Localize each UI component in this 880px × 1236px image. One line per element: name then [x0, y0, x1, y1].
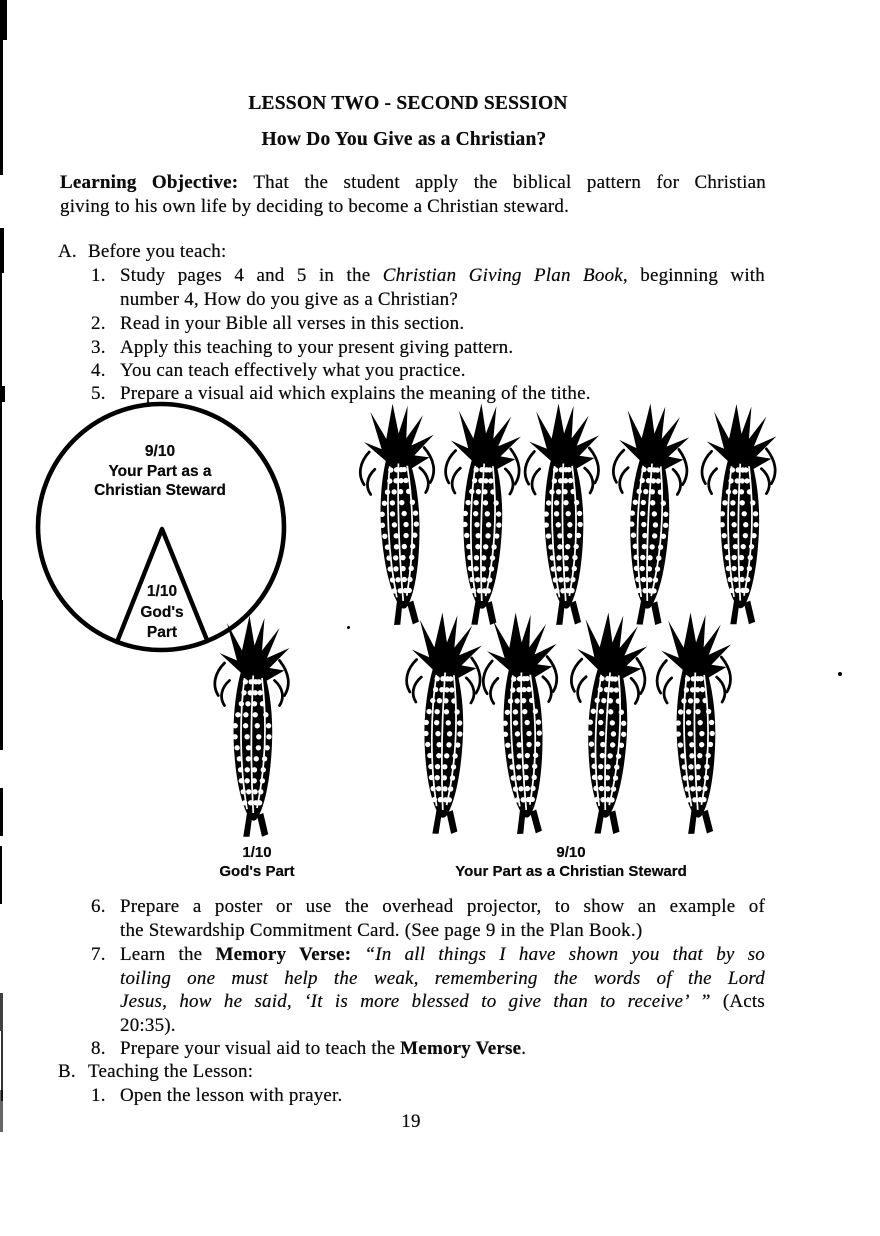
item-6-line1: Prepare a poster or use the overhead projector, to show an example of: [120, 896, 765, 917]
section-b-item-1-text: Open the lesson with prayer.: [120, 1085, 343, 1106]
memory-verse-quote-line3: Jesus, how he said, ‘It is more blessed to give than to receive’ ”: [120, 991, 723, 1012]
scan-edge-artifact: [0, 846, 2, 904]
pie-wedge-line2: Part: [146, 624, 178, 641]
item-8-post: .: [521, 1038, 527, 1059]
corn-ear-illustration: [521, 402, 605, 629]
item-7-line3: [120, 990, 765, 1014]
section-b-item-1-number: 1.: [91, 1085, 106, 1106]
item-3-text: Apply this teaching to your present giving pattern.: [120, 337, 514, 358]
item-7-line1: [120, 943, 765, 967]
memory-verse-reference-start: (Acts: [722, 991, 765, 1012]
item-1-line1: [120, 264, 765, 288]
corn-ear-illustration: [355, 402, 443, 631]
item-8-number: 8.: [91, 1038, 106, 1059]
memory-verse-quote-line1: “In all things I have shown you that by so: [364, 944, 765, 965]
single-corn-caption: [197, 844, 317, 881]
corn-ear-illustration: [605, 402, 693, 631]
scan-edge-artifact: [0, 788, 3, 836]
pie-wedge-line1: God's: [140, 603, 184, 621]
item-1-text: Study pages 4 and 5 in the: [120, 265, 383, 286]
corn-ear-illustration: [699, 404, 779, 628]
scan-edge-artifact: [0, 600, 3, 750]
item-2-number: 2.: [91, 313, 106, 334]
page-number: 19: [401, 1111, 421, 1132]
section-b-letter: B.: [58, 1061, 76, 1082]
learning-objective-line1: [60, 171, 766, 195]
pie-label-big-share: [55, 442, 265, 501]
item-6-line2: the Stewardship Commitment Card. (See page 9 in the Plan Book.): [120, 920, 643, 941]
scan-edge-artifact: [0, 402, 2, 600]
item-1-number: 1.: [91, 265, 106, 286]
scan-edge-artifact: [0, 273, 2, 388]
learning-objective-text: That the student apply the biblical pattern for Christian: [238, 172, 766, 193]
lesson-title: LESSON TWO - SECOND SESSION: [248, 93, 568, 114]
item-7-number: 7.: [91, 944, 106, 965]
item-2-text: Read in your Bible all verses in this section.: [120, 313, 465, 334]
scan-edge-artifact: [0, 386, 5, 402]
scan-edge-artifact: [0, 228, 4, 273]
corn-ear-illustration: [401, 611, 485, 838]
section-b-heading: Teaching the Lesson:: [88, 1061, 254, 1082]
corn-ear-illustration: [440, 402, 524, 629]
pie-wedge-fraction: 1/10: [146, 583, 178, 600]
pie-big-line2: Christian Steward: [94, 482, 226, 499]
item-8-memory-verse: Memory Verse: [400, 1038, 522, 1059]
pie-big-line1: Your Part as a: [108, 462, 212, 480]
item-1-book-title: Christian Giving Plan Book: [382, 265, 623, 286]
scan-speck: [347, 626, 350, 629]
single-corn-fraction: 1/10: [242, 844, 272, 861]
item-6-number: 6.: [91, 896, 106, 917]
item-7-text: Learn the: [120, 944, 216, 965]
corn-group-fraction: 9/10: [556, 844, 586, 861]
section-a-heading: Before you teach:: [88, 241, 227, 262]
corn-ear-illustration-single: [212, 613, 292, 843]
item-1-line2: number 4, How do you give as a Christian?: [120, 289, 459, 310]
learning-objective-label: Learning Objective:: [60, 172, 239, 193]
item-5-text: Prepare a visual aid which explains the meaning of the tithe.: [120, 383, 591, 404]
single-corn-label: God's Part: [219, 862, 295, 880]
pie-label-wedge: [103, 582, 221, 644]
corn-group-label: Your Part as a Christian Steward: [455, 862, 687, 880]
memory-verse-quote-line2: toiling one must help the weak, remembering the words of the Lord: [120, 968, 765, 989]
corn-group-caption: [420, 844, 722, 881]
scan-edge-artifact: [0, 993, 3, 1031]
learning-objective-line2: giving to his own life by deciding to become a Christian steward.: [60, 196, 570, 217]
item-5-number: 5.: [91, 383, 106, 404]
corn-ear-illustration: [478, 611, 566, 840]
item-8-text: [120, 1037, 526, 1061]
item-1-text-cont: , beginning with: [622, 265, 765, 286]
item-4-number: 4.: [91, 360, 106, 381]
memory-verse-label: Memory Verse:: [215, 944, 365, 965]
lesson-subtitle: How Do You Give as a Christian?: [261, 129, 547, 150]
scan-speck: [838, 672, 842, 676]
pie-big-fraction: 9/10: [144, 443, 176, 460]
item-8-pre: Prepare your visual aid to teach the: [120, 1038, 401, 1059]
item-3-number: 3.: [91, 337, 106, 358]
section-a-letter: A.: [58, 241, 77, 262]
corn-ear-illustration: [653, 611, 737, 838]
corn-ear-illustration: [563, 611, 651, 840]
memory-verse-reference-end: 20:35).: [120, 1015, 176, 1036]
item-4-text: You can teach effectively what you practice.: [120, 360, 466, 381]
